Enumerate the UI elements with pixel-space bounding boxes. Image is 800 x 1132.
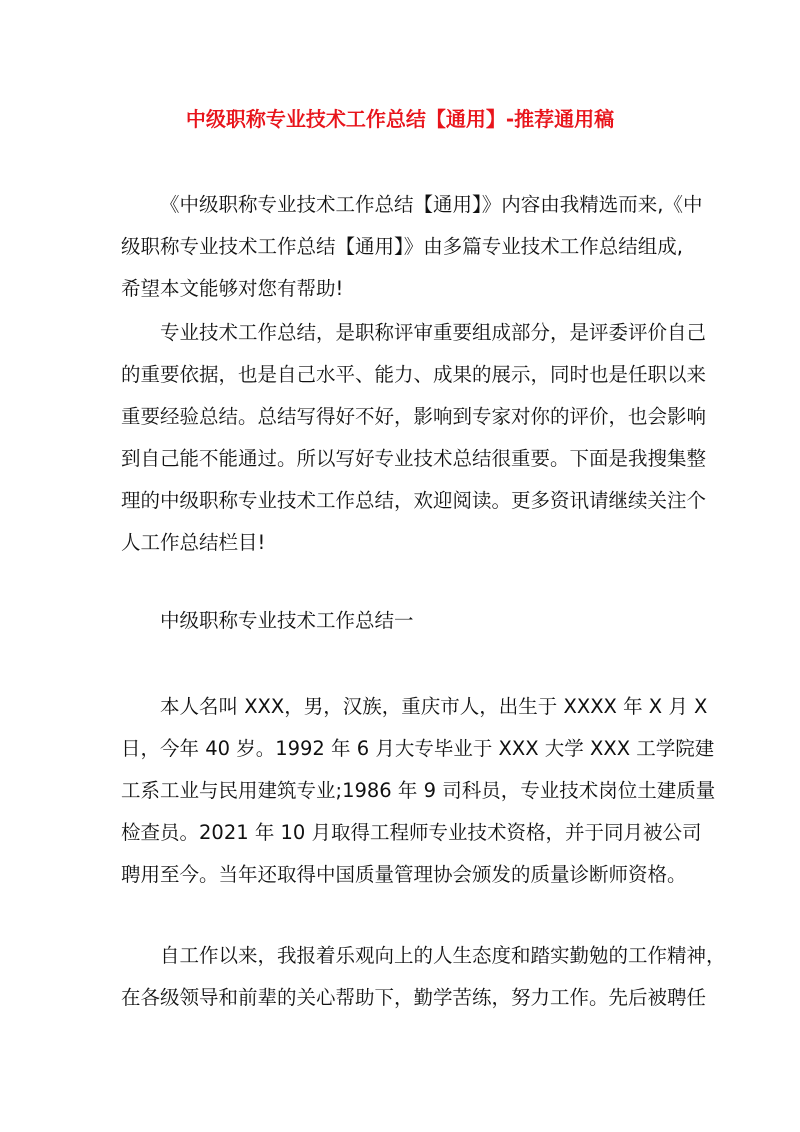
paragraph-line: 级职称专业技术工作总结【通用】》由多篇专业技术工作总结组成,	[121, 235, 683, 258]
paragraph-line: 自工作以来，我报着乐观向上的人生态度和踏实勤勉的工作精神，	[160, 944, 726, 967]
paragraph-line: 《中级职称专业技术工作总结【通用】》内容由我精选而来,《中	[160, 193, 703, 216]
paragraph-line: 希望本文能够对您有帮助!	[121, 277, 344, 300]
paragraph-line: 人工作总结栏目!	[121, 531, 266, 554]
paragraph-line: 工系工业与民用建筑专业;1986 年 9 司科员，专业技术岗位土建质量	[121, 779, 716, 802]
work-paragraph	[121, 935, 726, 1019]
paragraph-line: 本人名叫 XXX，男，汉族，重庆市人，出生于 XXXX 年 X 月 X	[160, 695, 708, 718]
intro-paragraph	[121, 184, 703, 310]
paragraph-line: 日，今年 40 岁。1992 年 6 月大专毕业于 XXX 大学 XXX 工学院建	[121, 737, 715, 760]
paragraph-line: 在各级领导和前辈的关心帮助下，勤学苦练，努力工作。先后被聘任	[121, 986, 707, 1009]
section-heading	[121, 600, 683, 642]
summary-paragraph	[121, 312, 707, 564]
document-title: 中级职称专业技术工作总结【通用】-推荐通用稿	[185, 107, 615, 131]
section-heading-text: 中级职称专业技术工作总结一	[160, 609, 414, 632]
personal-info-paragraph	[121, 686, 716, 896]
paragraph-line: 检查员。2021 年 10 月取得工程师专业技术资格，并于同月被公司	[121, 821, 702, 844]
paragraph-line: 到自己能不能通过。所以写好专业技术总结很重要。下面是我搜集整	[121, 447, 707, 470]
paragraph-line: 聘用至今。当年还取得中国质量管理协会颁发的质量诊断师资格。	[121, 863, 687, 886]
paragraph-line: 重要经验总结。总结写得好不好，影响到专家对你的评价，也会影响	[121, 405, 707, 428]
paragraph-line: 的重要依据，也是自己水平、能力、成果的展示，同时也是任职以来	[121, 363, 707, 386]
paragraph-line: 专业技术工作总结，是职称评审重要组成部分，是评委评价自己	[160, 321, 707, 344]
paragraph-line: 理的中级职称专业技术工作总结，欢迎阅读。更多资讯请继续关注个	[121, 489, 707, 512]
